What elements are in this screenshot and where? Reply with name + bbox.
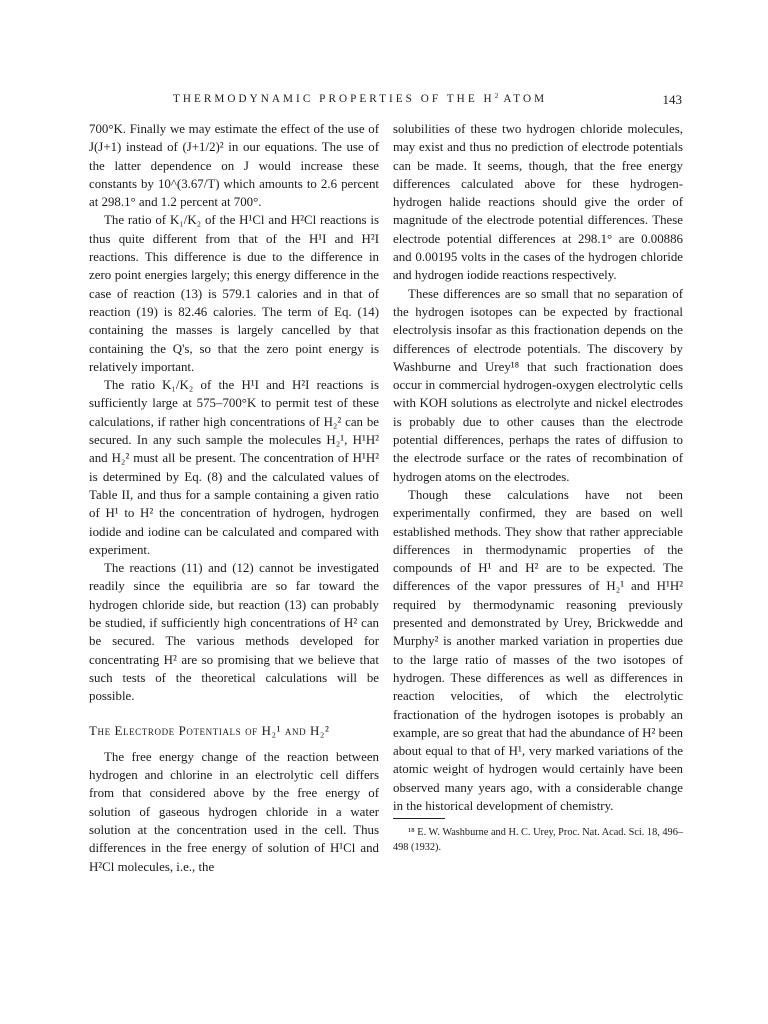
- right-paragraph-2: These differences are so small that no separation of the hydrogen isotopes can be expected by fractional electrolysis insofar as this fractionation depends on the differences of electrode potentials. The discovery by Washburne and Urey¹⁸ that such fractionation does occur in commercial hydrogen-oxygen electrolytic cells with KOH solutions as electrolyte and nickel electrodes is probably due to other causes than the electrode potential differences, perhaps the rates of diffusion to the electrode surface or the rates of recombination of hydrogen atoms on the electrodes.: [393, 286, 683, 484]
- right-paragraph-1: solubilities of these two hydrogen chloride molecules, may exist and thus no prediction of electrode potentials can be made. It seems, though, that the free energy differences calculated above for these hydrogen-hydrogen halide reactions should give the order of magnitude of the electrode potential differences. These electrode potential differences at 298.1° are 0.00886 and 0.00195 volts in the cases of the hydrogen chloride and hydrogen iodide reactions respectively.: [393, 122, 683, 283]
- right-paragraph-3: Though these calculations have not been experimentally confirmed, they are based on well established methods. They show that rather appreciable differences in thermodynamic properties of the compounds of H¹ and H² are to be expected. The differences of the vapor pressures of H₂¹ and H¹H² required by thermodynamic reasoning previously presented and demonstrated by Urey, Brickwedde and Murphy² is another marked variation in properties due to the large ratio of masses of the two isotopes of hydrogen. These differences as well as differences in reaction velocities, of which the electrolytic fractionation of the hydrogen isotopes is probably an example, are so great that had the abundance of H² been about equal to that of H¹, very marked variations of the atomic weight of hydrogen would certainly have been observed many years ago, with a considerable change in the historical development of chemistry.: [393, 487, 683, 813]
- left-paragraph-4: The reactions (11) and (12) cannot be investigated readily since the equilibria are so far toward the hydrogen chloride side, but reaction (13) can probably be studied, if sufficiently high concentrations of H² can be secured. The various methods developed for concentrating H² are so promising that we believe that such tests of the theoretical calculations will be possible.: [89, 561, 379, 704]
- running-title-text: THERMODYNAMIC PROPERTIES OF THE H: [173, 93, 495, 105]
- left-paragraph-1: 700°K. Finally we may estimate the effect of the use of J(J+1) instead of (J+1/2)² in our equations. The use of the latter dependence on J would increase these constants by 10^(3.67/T) which amounts to 2.6 percent at 298.1° and 1.2 percent at 700°.: [89, 122, 379, 210]
- running-title-end: ATOM: [498, 93, 548, 105]
- page-number: 143: [662, 92, 682, 107]
- right-column: [393, 120, 683, 855]
- left-paragraph-3: The ratio K₁/K₂ of the H¹I and H²I reactions is sufficiently large at 575–700°K to permit test of these calculations, if rather high concentrations of H₂² can be secured. In any such sample the molecules H₂¹, H¹H² and H₂² must all be present. The concentration of H¹H² is determined by Eq. (8) and the calculated values of Table II, and thus for a sample containing a given ratio of H¹ to H² the concentration of hydrogen, hydrogen iodide and iodine can be calculated and compared with experiment.: [89, 378, 379, 557]
- footnote: ¹⁸ E. W. Washburne and H. C. Urey, Proc. Nat. Acad. Sci. 18, 496–498 (1932).: [393, 827, 683, 854]
- running-title-superscript: 2: [494, 92, 499, 100]
- running-title: [173, 93, 547, 105]
- left-column: [89, 120, 379, 876]
- left-paragraph-5: The free energy change of the reaction between hydrogen and chlorine in an electrolytic cell differs from that considered above by the free energy of solution of gaseous hydrogen chloride in a water solution at the concentration used in the cell. Thus differences in the free energy of solution of H¹Cl and H²Cl molecules, i.e., the: [89, 749, 379, 874]
- section-heading: The Electrode Potentials of H₂¹ and H₂²: [89, 723, 330, 738]
- left-paragraph-2: The ratio of K₁/K₂ of the H¹Cl and H²Cl reactions is thus quite different from that of the H¹I and H²I reactions. This difference is due to the difference in zero point energies largely; this energy difference in the case of reaction (13) is 579.1 calories and in that of reaction (19) is 82.46 calories. The term of Eq. (14) containing the masses is largely cancelled by that containing the Q's, so that the zero point energy is relatively important.: [89, 213, 379, 374]
- footnote-rule: [393, 818, 445, 819]
- running-header: [89, 93, 682, 109]
